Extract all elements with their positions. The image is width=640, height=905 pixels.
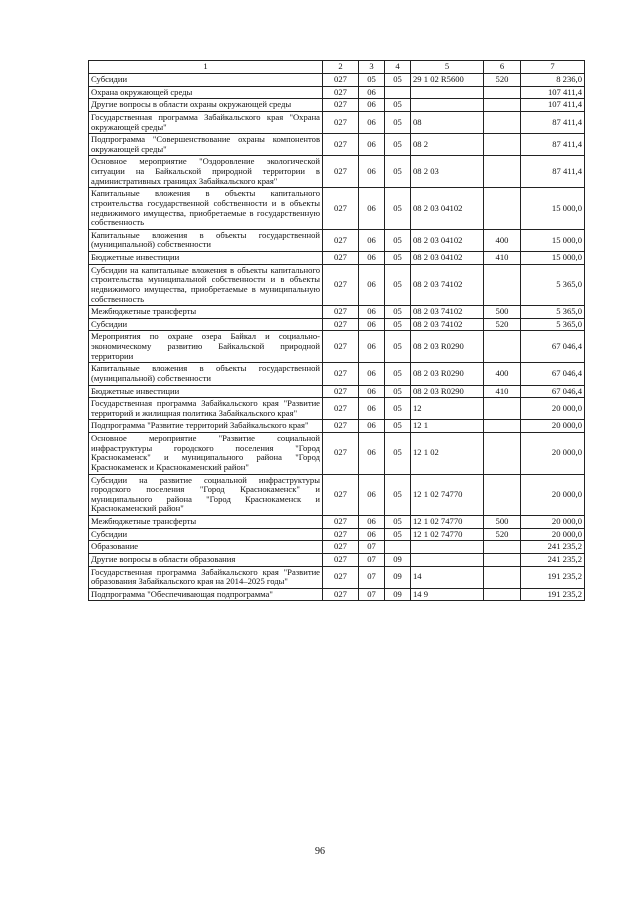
table-row <box>89 566 585 588</box>
amount: 67 046,4 <box>521 363 585 385</box>
expense-type-code <box>484 188 521 230</box>
ministry-code: 027 <box>323 553 359 566</box>
target-article-code: 29 1 02 R5600 <box>411 74 484 87</box>
amount: 87 411,4 <box>521 111 585 133</box>
ministry-code: 027 <box>323 134 359 156</box>
row-name: Бюджетные инвестиции <box>89 385 323 398</box>
header-col-3: 3 <box>359 61 385 74</box>
row-name: Другие вопросы в области охраны окружающей среды <box>89 99 323 112</box>
amount: 191 235,2 <box>521 566 585 588</box>
subsection-code: 05 <box>385 156 411 188</box>
header-col-1: 1 <box>89 61 323 74</box>
section-code: 06 <box>359 111 385 133</box>
section-code: 06 <box>359 306 385 319</box>
target-article-code: 12 1 02 <box>411 433 484 475</box>
expense-type-code <box>484 398 521 420</box>
section-code: 05 <box>359 74 385 87</box>
table-row <box>89 134 585 156</box>
row-name: Подпрограмма "Совершенствование охраны компонентов окружающей среды" <box>89 134 323 156</box>
expense-type-code: 410 <box>484 385 521 398</box>
table-row <box>89 363 585 385</box>
target-article-code: 08 2 <box>411 134 484 156</box>
ministry-code: 027 <box>323 528 359 541</box>
amount: 107 411,4 <box>521 99 585 112</box>
header-col-4: 4 <box>385 61 411 74</box>
section-code: 06 <box>359 474 385 516</box>
table-row <box>89 588 585 601</box>
row-name: Государственная программа Забайкальского края "Развитие образования Забайкальского края на 2014–2025 годы" <box>89 566 323 588</box>
row-name: Субсидии <box>89 528 323 541</box>
amount: 87 411,4 <box>521 134 585 156</box>
ministry-code: 027 <box>323 229 359 251</box>
section-code: 06 <box>359 134 385 156</box>
table-row <box>89 229 585 251</box>
target-article-code: 14 9 <box>411 588 484 601</box>
section-code: 07 <box>359 541 385 554</box>
expense-type-code <box>484 264 521 306</box>
target-article-code: 08 2 03 74102 <box>411 318 484 331</box>
subsection-code: 05 <box>385 398 411 420</box>
target-article-code: 08 2 03 04102 <box>411 188 484 230</box>
table-row <box>89 99 585 112</box>
ministry-code: 027 <box>323 516 359 529</box>
ministry-code: 027 <box>323 363 359 385</box>
row-name: Субсидии <box>89 318 323 331</box>
amount: 5 365,0 <box>521 264 585 306</box>
budget-table <box>88 60 585 601</box>
table-row <box>89 433 585 475</box>
target-article-code: 12 1 02 74770 <box>411 528 484 541</box>
table-row <box>89 528 585 541</box>
table-row <box>89 385 585 398</box>
section-code: 06 <box>359 433 385 475</box>
target-article-code: 08 2 03 R0290 <box>411 331 484 363</box>
page-number: 96 <box>315 846 325 857</box>
amount: 5 365,0 <box>521 306 585 319</box>
ministry-code: 027 <box>323 433 359 475</box>
section-code: 06 <box>359 398 385 420</box>
header-row <box>89 61 585 74</box>
amount: 87 411,4 <box>521 156 585 188</box>
row-name: Капитальные вложения в объекты государственной (муниципальной) собственности <box>89 229 323 251</box>
subsection-code: 05 <box>385 385 411 398</box>
row-name: Государственная программа Забайкальского края "Развитие территорий и жилищная политика Забайкальского края" <box>89 398 323 420</box>
ministry-code: 027 <box>323 111 359 133</box>
subsection-code: 05 <box>385 516 411 529</box>
table-row <box>89 86 585 99</box>
amount: 20 000,0 <box>521 528 585 541</box>
section-code: 06 <box>359 420 385 433</box>
subsection-code: 09 <box>385 553 411 566</box>
row-name: Другие вопросы в области образования <box>89 553 323 566</box>
section-code: 06 <box>359 363 385 385</box>
expense-type-code <box>484 588 521 601</box>
subsection-code: 05 <box>385 74 411 87</box>
target-article-code <box>411 86 484 99</box>
table-row <box>89 553 585 566</box>
amount: 20 000,0 <box>521 398 585 420</box>
row-name: Подпрограмма "Обеспечивающая подпрограмма" <box>89 588 323 601</box>
amount: 107 411,4 <box>521 86 585 99</box>
target-article-code: 08 2 03 R0290 <box>411 363 484 385</box>
ministry-code: 027 <box>323 252 359 265</box>
row-name: Основное мероприятие "Оздоровление экологической ситуации на Байкальской природной территории в административных границах Забайкальского края" <box>89 156 323 188</box>
subsection-code: 05 <box>385 229 411 251</box>
table-row <box>89 111 585 133</box>
amount: 5 365,0 <box>521 318 585 331</box>
ministry-code: 027 <box>323 306 359 319</box>
subsection-code: 05 <box>385 264 411 306</box>
ministry-code: 027 <box>323 541 359 554</box>
section-code: 07 <box>359 588 385 601</box>
target-article-code <box>411 553 484 566</box>
table-row <box>89 318 585 331</box>
amount: 241 235,2 <box>521 553 585 566</box>
target-article-code: 14 <box>411 566 484 588</box>
expense-type-code <box>484 541 521 554</box>
ministry-code: 027 <box>323 588 359 601</box>
ministry-code: 027 <box>323 385 359 398</box>
section-code: 07 <box>359 553 385 566</box>
table-row <box>89 252 585 265</box>
row-name: Подпрограмма "Развитие территорий Забайкальского края" <box>89 420 323 433</box>
table-row <box>89 74 585 87</box>
expense-type-code: 400 <box>484 363 521 385</box>
subsection-code: 09 <box>385 566 411 588</box>
ministry-code: 027 <box>323 318 359 331</box>
target-article-code: 08 2 03 R0290 <box>411 385 484 398</box>
target-article-code: 12 1 <box>411 420 484 433</box>
table-row <box>89 516 585 529</box>
ministry-code: 027 <box>323 188 359 230</box>
target-article-code <box>411 541 484 554</box>
subsection-code: 05 <box>385 188 411 230</box>
table-row <box>89 306 585 319</box>
amount: 67 046,4 <box>521 331 585 363</box>
section-code: 06 <box>359 264 385 306</box>
target-article-code <box>411 99 484 112</box>
row-name: Бюджетные инвестиции <box>89 252 323 265</box>
amount: 241 235,2 <box>521 541 585 554</box>
target-article-code: 08 2 03 74102 <box>411 264 484 306</box>
row-name: Образование <box>89 541 323 554</box>
expense-type-code: 400 <box>484 229 521 251</box>
row-name: Капитальные вложения в объекты капитального строительства государственной собственности и в объекты недвижимого имущества, приобретаемые в государственную собственность <box>89 188 323 230</box>
expense-type-code <box>484 111 521 133</box>
section-code: 06 <box>359 156 385 188</box>
subsection-code: 09 <box>385 588 411 601</box>
subsection-code <box>385 541 411 554</box>
ministry-code: 027 <box>323 99 359 112</box>
table-row <box>89 264 585 306</box>
header-col-5: 5 <box>411 61 484 74</box>
section-code: 06 <box>359 516 385 529</box>
target-article-code: 08 2 03 04102 <box>411 229 484 251</box>
section-code: 06 <box>359 188 385 230</box>
subsection-code: 05 <box>385 306 411 319</box>
row-name: Государственная программа Забайкальского края "Охрана окружающей среды" <box>89 111 323 133</box>
header-col-7: 7 <box>521 61 585 74</box>
subsection-code: 05 <box>385 252 411 265</box>
expense-type-code <box>484 566 521 588</box>
table-row <box>89 541 585 554</box>
expense-type-code: 500 <box>484 306 521 319</box>
amount: 20 000,0 <box>521 474 585 516</box>
table-body <box>89 74 585 601</box>
subsection-code: 05 <box>385 99 411 112</box>
ministry-code: 027 <box>323 566 359 588</box>
amount: 191 235,2 <box>521 588 585 601</box>
ministry-code: 027 <box>323 74 359 87</box>
target-article-code: 08 2 03 04102 <box>411 252 484 265</box>
row-name: Основное мероприятие "Развитие социальной инфраструктуры городского поселения "Город Краснокаменск" и муниципального района "Город Краснокаменск и Краснокаменский район" <box>89 433 323 475</box>
table-row <box>89 331 585 363</box>
ministry-code: 027 <box>323 420 359 433</box>
expense-type-code: 410 <box>484 252 521 265</box>
expense-type-code <box>484 134 521 156</box>
table-row <box>89 474 585 516</box>
row-name: Капитальные вложения в объекты государственной (муниципальной) собственности <box>89 363 323 385</box>
table-row <box>89 188 585 230</box>
amount: 67 046,4 <box>521 385 585 398</box>
row-name: Субсидии <box>89 74 323 87</box>
amount: 15 000,0 <box>521 229 585 251</box>
target-article-code: 12 1 02 74770 <box>411 516 484 529</box>
subsection-code: 05 <box>385 420 411 433</box>
ministry-code: 027 <box>323 474 359 516</box>
table-row <box>89 398 585 420</box>
target-article-code: 12 <box>411 398 484 420</box>
ministry-code: 027 <box>323 156 359 188</box>
expense-type-code <box>484 433 521 475</box>
target-article-code: 08 2 03 <box>411 156 484 188</box>
section-code: 07 <box>359 566 385 588</box>
subsection-code: 05 <box>385 474 411 516</box>
subsection-code <box>385 86 411 99</box>
expense-type-code <box>484 474 521 516</box>
target-article-code: 08 <box>411 111 484 133</box>
header-col-2: 2 <box>323 61 359 74</box>
subsection-code: 05 <box>385 134 411 156</box>
section-code: 06 <box>359 86 385 99</box>
ministry-code: 027 <box>323 86 359 99</box>
expense-type-code: 520 <box>484 74 521 87</box>
expense-type-code <box>484 331 521 363</box>
subsection-code: 05 <box>385 111 411 133</box>
expense-type-code <box>484 156 521 188</box>
table-row <box>89 156 585 188</box>
target-article-code: 12 1 02 74770 <box>411 474 484 516</box>
subsection-code: 05 <box>385 363 411 385</box>
subsection-code: 05 <box>385 318 411 331</box>
expense-type-code: 500 <box>484 516 521 529</box>
amount: 20 000,0 <box>521 433 585 475</box>
section-code: 06 <box>359 318 385 331</box>
expense-type-code <box>484 553 521 566</box>
row-name: Межбюджетные трансферты <box>89 516 323 529</box>
amount: 15 000,0 <box>521 188 585 230</box>
subsection-code: 05 <box>385 433 411 475</box>
section-code: 06 <box>359 331 385 363</box>
row-name: Охрана окружающей среды <box>89 86 323 99</box>
section-code: 06 <box>359 229 385 251</box>
row-name: Субсидии на развитие социальной инфраструктуры городского поселения "Город Краснокаменск" и муниципального района "Город Краснокаменск и Краснокаменский район" <box>89 474 323 516</box>
table-row <box>89 420 585 433</box>
ministry-code: 027 <box>323 331 359 363</box>
target-article-code: 08 2 03 74102 <box>411 306 484 319</box>
expense-type-code: 520 <box>484 528 521 541</box>
ministry-code: 027 <box>323 398 359 420</box>
amount: 8 236,0 <box>521 74 585 87</box>
row-name: Субсидии на капитальные вложения в объекты капитального строительства муниципальной собственности и в объекты недвижимого имущества, приобретаемые в муниципальную собственность <box>89 264 323 306</box>
header-col-6: 6 <box>484 61 521 74</box>
expense-type-code <box>484 99 521 112</box>
amount: 20 000,0 <box>521 420 585 433</box>
section-code: 06 <box>359 252 385 265</box>
subsection-code: 05 <box>385 331 411 363</box>
section-code: 06 <box>359 99 385 112</box>
ministry-code: 027 <box>323 264 359 306</box>
row-name: Межбюджетные трансферты <box>89 306 323 319</box>
amount: 15 000,0 <box>521 252 585 265</box>
expense-type-code: 520 <box>484 318 521 331</box>
subsection-code: 05 <box>385 528 411 541</box>
expense-type-code <box>484 420 521 433</box>
expense-type-code <box>484 86 521 99</box>
section-code: 06 <box>359 385 385 398</box>
row-name: Мероприятия по охране озера Байкал и социально-экономическому развитию Байкальской природной территории <box>89 331 323 363</box>
amount: 20 000,0 <box>521 516 585 529</box>
section-code: 06 <box>359 528 385 541</box>
